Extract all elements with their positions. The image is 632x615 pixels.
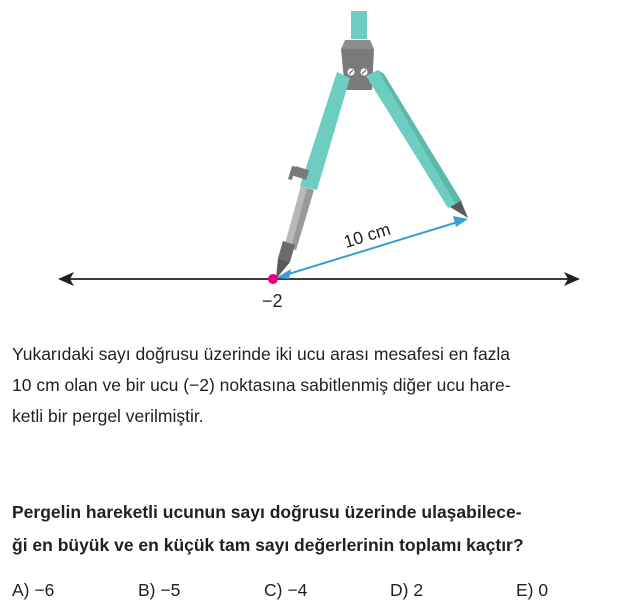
question-line: ği en büyük ve en küçük tam sayı değerlerinin toplamı kaçtır? [12,535,524,555]
choice-letter: C) [264,580,283,600]
choice-a[interactable] [12,580,54,601]
distance-arrow-head-right [453,216,468,227]
choice-value: −5 [160,580,181,600]
choice-d[interactable] [390,580,423,601]
choice-b[interactable] [138,580,180,601]
number-line [58,272,580,286]
choice-letter: A) [12,580,30,600]
choice-c[interactable] [264,580,307,601]
answer-choices [12,576,624,608]
choice-e[interactable] [516,580,548,601]
intro-line: 10 cm olan ve bir ucu (−2) noktasına sabitlenmiş diğer ucu hare- [12,375,511,395]
choice-value: −6 [34,580,55,600]
point-label: −2 [262,291,283,311]
intro-line: Yukarıdaki sayı doğrusu üzerinde iki ucu arası mesafesi en fazla [12,344,511,364]
intro-line: ketli bir pergel verilmiştir. [12,406,204,426]
fixed-point-marker [268,274,278,284]
intro-paragraph [12,339,624,432]
choice-value: −4 [287,580,308,600]
compass-handle [351,11,367,39]
choice-letter: E) [516,580,534,600]
choice-letter: D) [390,580,409,600]
question-line: Pergelin hareketli ucunun sayı doğrusu üzerinde ulaşabilece- [12,502,522,522]
choice-value: 0 [538,580,549,600]
choice-letter: B) [138,580,156,600]
question-paragraph [12,496,624,562]
distance-label: 10 cm [341,218,393,252]
choice-value: 2 [413,580,424,600]
